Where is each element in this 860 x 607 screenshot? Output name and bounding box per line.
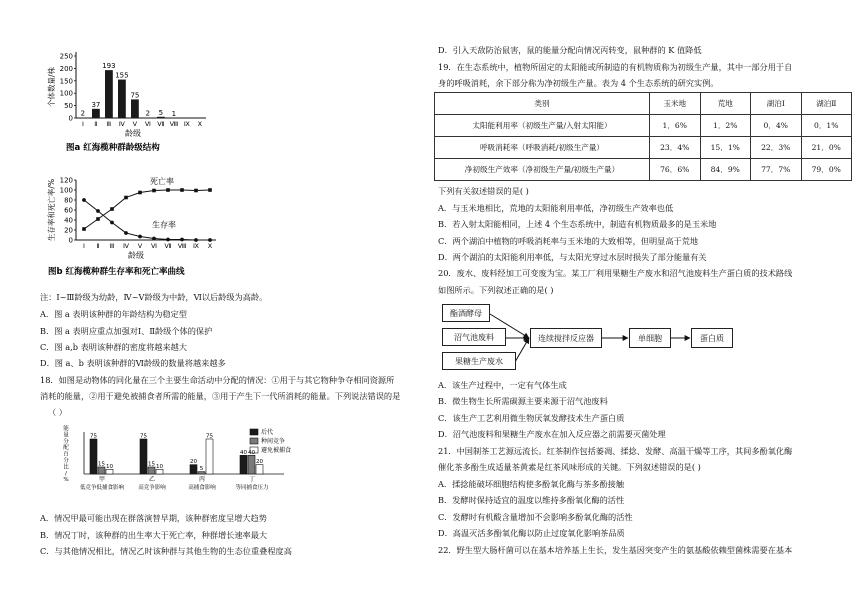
- table-cell: 77．7%: [751, 159, 802, 181]
- q18-option-b: B．情况丁时，该种群的出生率大于死亡率，种群增长速率最大: [40, 530, 268, 540]
- q22-stem-line1: 22．野生型大肠杆菌可以在基本培养基上生长，发生基因突变产生的氨基酸依赖型菌株需要在基本: [438, 545, 793, 555]
- x-axis-label: 龄级: [125, 129, 141, 138]
- x-tick-label: Ⅱ: [96, 242, 100, 250]
- table-cell: 净初级生产效率（净初级生产量/初级生产量）: [435, 159, 650, 181]
- table-cell: 15．1%: [700, 137, 751, 159]
- data-label: 5: [158, 108, 164, 117]
- age-class-note: 注：Ⅰ~Ⅲ龄级为幼龄，Ⅳ~Ⅴ龄级为中龄，Ⅵ以后龄级为高龄。: [40, 292, 268, 302]
- bar: [140, 439, 147, 474]
- y-axis-label-char: %: [63, 477, 69, 484]
- y-tick-label: 20: [64, 226, 73, 235]
- y-tick-label: 200: [59, 64, 73, 73]
- data-label: 75: [90, 433, 97, 440]
- y-axis-label-char: 分: [63, 458, 69, 464]
- data-point: [138, 235, 142, 239]
- table-row: [435, 159, 852, 181]
- q20-stem-line1: 20．废水、废料经加工可变废为宝。某工厂利用果糖生产废水和沼气池废料生产蛋白质的技术路线: [438, 268, 793, 278]
- category-note: 高竞争影响: [138, 485, 166, 491]
- flow-box-reactor: 连续搅拌反应器: [530, 328, 602, 348]
- table-cell: 0．1%: [801, 115, 852, 137]
- x-tick-label: Ⅳ: [118, 120, 125, 128]
- bar: [92, 109, 100, 118]
- bar: [131, 99, 139, 118]
- y-axis-label: 生存率和死亡率/%: [47, 178, 56, 242]
- y-tick-label: 0: [68, 236, 73, 245]
- q19-option-d: D．两个湖泊的太阳能利用率低，与太阳光穿过水层时损失了部分能量有关: [438, 252, 707, 262]
- flow-box-protein: 蛋白质: [691, 328, 733, 348]
- data-point: [152, 189, 156, 193]
- q20-option-a: A．该生产过程中，一定有气体生成: [438, 380, 567, 390]
- data-label: 193: [102, 62, 116, 71]
- data-point: [166, 238, 170, 242]
- data-point: [110, 221, 114, 225]
- data-label: 40: [248, 449, 255, 456]
- data-label: 155: [115, 71, 129, 80]
- x-tick-label: Ⅳ: [123, 242, 129, 250]
- x-tick-label: 乙: [148, 476, 156, 483]
- flow-box-single-cell: 单细胞: [629, 328, 671, 348]
- y-axis-label-char: 比: [63, 464, 69, 471]
- legend-label: 种间竞争: [261, 438, 286, 445]
- data-point: [124, 196, 128, 200]
- q21-stem-line2: 催化茶多酚生成适量茶黄素是红茶风味形成的关键。下列叙述错误的是( ): [438, 462, 701, 472]
- data-label: 20: [256, 459, 263, 466]
- bar: [106, 469, 113, 474]
- bar: [156, 469, 163, 474]
- data-point: [208, 188, 212, 192]
- q21-option-b: B．发酵时保持适宜的温度以维持多酚氧化酶的活性: [438, 495, 625, 505]
- table-cell: 79．0%: [801, 159, 852, 181]
- ecosystem-data-table: [434, 92, 852, 181]
- x-tick-label: Ⅹ: [207, 242, 213, 250]
- x-tick-label: Ⅰ: [81, 120, 84, 128]
- figure-b-survival-death-chart: [42, 170, 242, 295]
- table-header-cell: 玉米地: [650, 93, 701, 115]
- data-point: [96, 217, 100, 221]
- table-cell: 84．9%: [700, 159, 751, 181]
- q20-stem-line2: 如图所示。下列叙述正确的是( ): [438, 285, 554, 295]
- x-tick-label: Ⅹ: [197, 120, 203, 128]
- flow-box-biogas-residue: 沼气池废料: [442, 328, 506, 346]
- bar: [206, 439, 213, 474]
- data-label: 40: [240, 449, 247, 456]
- flow-box-fructose-wastewater: 果糖生产废水: [442, 352, 516, 370]
- bar: [148, 467, 155, 474]
- q19-option-a: A．与玉米地相比，荒地的太阳能利用率低，净初级生产效率也低: [438, 203, 674, 213]
- x-tick-label: Ⅸ: [183, 120, 190, 128]
- q20-option-b: B．微生物生长所需碳源主要来源于沼气池废料: [438, 396, 608, 406]
- x-tick-label: Ⅶ: [157, 120, 165, 128]
- x-axis-label: 龄级: [128, 251, 144, 260]
- bar: [90, 439, 97, 474]
- x-tick-label: Ⅶ: [164, 242, 172, 250]
- x-tick-label: Ⅲ: [106, 120, 112, 128]
- q19-stem-line1: 19．在生态系统中，植物所固定的太阳能或所制造的有机物质称为初级生产量，其中一部分用于自: [438, 62, 793, 72]
- data-label: 5: [199, 466, 204, 473]
- x-tick-label: Ⅴ: [132, 120, 138, 128]
- bar: [105, 70, 113, 118]
- bar: [118, 80, 126, 118]
- data-point: [82, 198, 86, 202]
- series-label: 死亡率: [150, 177, 174, 186]
- table-cell: 1．6%: [650, 115, 701, 137]
- q18-stem-line3: （ ）: [48, 407, 67, 417]
- y-tick-label: 50: [64, 102, 73, 111]
- category-note: 高捕食影响: [188, 485, 216, 491]
- data-point: [194, 189, 198, 193]
- x-tick-label: Ⅵ: [151, 242, 157, 250]
- table-cell: 0．4%: [751, 115, 802, 137]
- y-tick-label: 60: [64, 206, 73, 215]
- q17-option-d: D．图 a、b 表明该种群的Ⅵ龄级的数量将越来越多: [40, 358, 226, 368]
- data-point: [166, 188, 170, 192]
- legend-swatch: [250, 438, 258, 444]
- data-label: 2: [145, 109, 151, 118]
- table-cell: 21．0%: [801, 137, 852, 159]
- y-axis-label: 个体数量/株: [47, 66, 56, 108]
- table-cell: 23．4%: [650, 137, 701, 159]
- q19-question: 下列有关叙述错误的是( ): [438, 186, 529, 196]
- q19-option-c: C．两个湖泊中植物的呼吸消耗率与玉米地的大致相等，但明显高于荒地: [438, 236, 699, 246]
- data-label: 15: [148, 461, 155, 468]
- data-point: [152, 237, 156, 241]
- bar: [157, 117, 165, 118]
- data-label: 15: [98, 461, 105, 468]
- x-tick-label: 丙: [198, 476, 206, 483]
- table-cell: 呼吸消耗率（呼吸消耗/初级生产量）: [435, 137, 650, 159]
- series-line: [84, 190, 210, 229]
- q21-stem-line1: 21．中国制茶工艺源远流长。红茶制作包括萎凋、揉捻、发酵、高温干燥等工序，其间多酚氧化酶: [438, 446, 793, 456]
- q20-option-c: C．该生产工艺利用微生物厌氧发酵技术生产蛋白质: [438, 413, 625, 423]
- bar: [248, 455, 255, 474]
- y-tick-label: 40: [64, 216, 73, 225]
- x-tick-label: 丁: [248, 476, 256, 483]
- table-cell: 22．3%: [751, 137, 802, 159]
- y-axis-label-char: 百: [63, 451, 69, 458]
- series-label: 生存率: [152, 220, 176, 230]
- bar: [256, 465, 263, 474]
- table-header-row: [435, 93, 852, 115]
- data-point: [82, 227, 86, 231]
- q19-stem-line2: 身的呼吸消耗，余下部分称为净初级生产量。表为 4 个生态系统的研究实例。: [438, 78, 719, 88]
- q17-option-a: A．图 a 表明该种群的年龄结构为稳定型: [40, 309, 187, 319]
- data-label: 75: [206, 433, 213, 440]
- y-tick-label: 120: [59, 176, 73, 185]
- q18-option-a: A．情况甲最可能出现在群落演替早期，该种群密度呈增大趋势: [40, 513, 267, 523]
- data-point: [96, 209, 100, 213]
- q19-option-b: B．若入射太阳能相同，上述 4 个生态系统中，制造有机物质最多的是玉米地: [438, 219, 717, 229]
- data-label: 10: [106, 463, 113, 470]
- x-tick-label: Ⅷ: [177, 242, 187, 250]
- data-label: 37: [91, 100, 101, 109]
- y-axis-label-char: 能: [63, 426, 69, 432]
- q17-option-b: B．图 a 表明应重点加强对Ⅰ、Ⅱ龄级个体的保护: [40, 326, 213, 336]
- bar: [98, 467, 105, 474]
- figure-a-age-structure-chart: [48, 46, 228, 156]
- y-axis-label-char: 分: [63, 438, 69, 445]
- y-tick-label: 100: [59, 186, 73, 195]
- data-point: [110, 207, 114, 211]
- bar: [190, 465, 197, 474]
- data-point: [124, 231, 128, 235]
- q21-option-c: C．发酵时有机酸含量增加不会影响多酚氧化酶的活性: [438, 512, 633, 522]
- q17-option-c: C．图 a,b 表明该种群的密度将越来越大: [40, 342, 188, 352]
- q21-option-a: A．揉捻能破坏细胞结构使多酚氧化酶与茶多酚接触: [438, 479, 625, 489]
- data-label: 20: [190, 459, 197, 466]
- table-header-cell: 类别: [435, 93, 650, 115]
- x-tick-label: Ⅲ: [109, 242, 115, 250]
- x-tick-label: 甲: [98, 476, 106, 483]
- chart-title: 图a 红海榄种群龄级结构: [66, 143, 160, 153]
- y-tick-label: 0: [68, 114, 73, 123]
- table-row: [435, 115, 852, 137]
- q18-stem-line2: 消耗的能量，②用于避免被捕食者所需的能量，③用于产生下一代所消耗的能量。下列说法错误的是: [40, 391, 401, 401]
- category-note: 低竞争低捕食影响: [79, 485, 125, 491]
- table-header-cell: 荒地: [700, 93, 751, 115]
- q18-option-c: C．与其他情况相比，情况乙时该种群与其他生物的生态位重叠程度高: [40, 546, 292, 556]
- x-tick-label: Ⅸ: [193, 242, 199, 250]
- legend-swatch: [250, 429, 258, 435]
- table-header-cell: 湖泊Ⅱ: [801, 93, 852, 115]
- x-tick-label: Ⅰ: [83, 242, 85, 250]
- category-note: 等同捕食压力: [235, 485, 269, 491]
- y-tick-label: 150: [59, 77, 73, 86]
- x-tick-label: Ⅴ: [137, 242, 143, 250]
- q18-option-d: D．引入天敌防治鼠害，鼠的能量分配向情况丙转变，鼠种群的 K 值降低: [438, 45, 702, 55]
- y-tick-label: 80: [64, 196, 73, 205]
- bar: [240, 455, 247, 474]
- x-tick-label: Ⅵ: [144, 120, 151, 128]
- series-line: [84, 200, 210, 240]
- q20-option-d: D．沼气池废料和果糖生产废水在加入反应器之前需要灭菌处理: [438, 429, 666, 439]
- data-point: [180, 238, 184, 242]
- table-header-cell: 湖泊Ⅰ: [751, 93, 802, 115]
- y-tick-label: 250: [59, 52, 73, 61]
- data-label: 1: [171, 109, 177, 118]
- q21-option-d: D．高温灭活多酚氧化酶以防止过度氧化影响茶品质: [438, 528, 625, 538]
- table-cell: 76．6%: [650, 159, 701, 181]
- y-axis-label-char: /: [65, 470, 67, 477]
- energy-allocation-chart: [58, 428, 318, 510]
- y-tick-label: 100: [59, 89, 73, 98]
- data-label: 75: [140, 433, 147, 440]
- x-tick-label: Ⅱ: [94, 120, 98, 128]
- chart-title: 图b 红海榄种群生存率和死亡率曲线: [48, 267, 185, 277]
- legend-label: 避免被捕食: [261, 447, 292, 454]
- q18-stem-line1: 18．如图是动物体的同化量在三个主要生命活动中分配的情况：①用于与其它物种争夺相同资源所: [40, 375, 395, 385]
- table-row: [435, 137, 852, 159]
- data-label: 10: [156, 463, 163, 470]
- data-point: [138, 191, 142, 195]
- data-label: 2: [80, 109, 86, 118]
- legend-label: 后代: [261, 429, 274, 436]
- y-axis-label-char: 配: [63, 445, 69, 452]
- flow-box-yeast: 酯酒酵母: [442, 304, 490, 322]
- table-cell: 1．2%: [700, 115, 751, 137]
- data-point: [180, 188, 184, 192]
- x-tick-label: Ⅷ: [169, 120, 179, 128]
- data-label: 75: [130, 91, 140, 100]
- table-cell: 太阳能利用率（初级生产量/入射太阳能）: [435, 115, 650, 137]
- y-axis-label-char: 量: [63, 432, 69, 439]
